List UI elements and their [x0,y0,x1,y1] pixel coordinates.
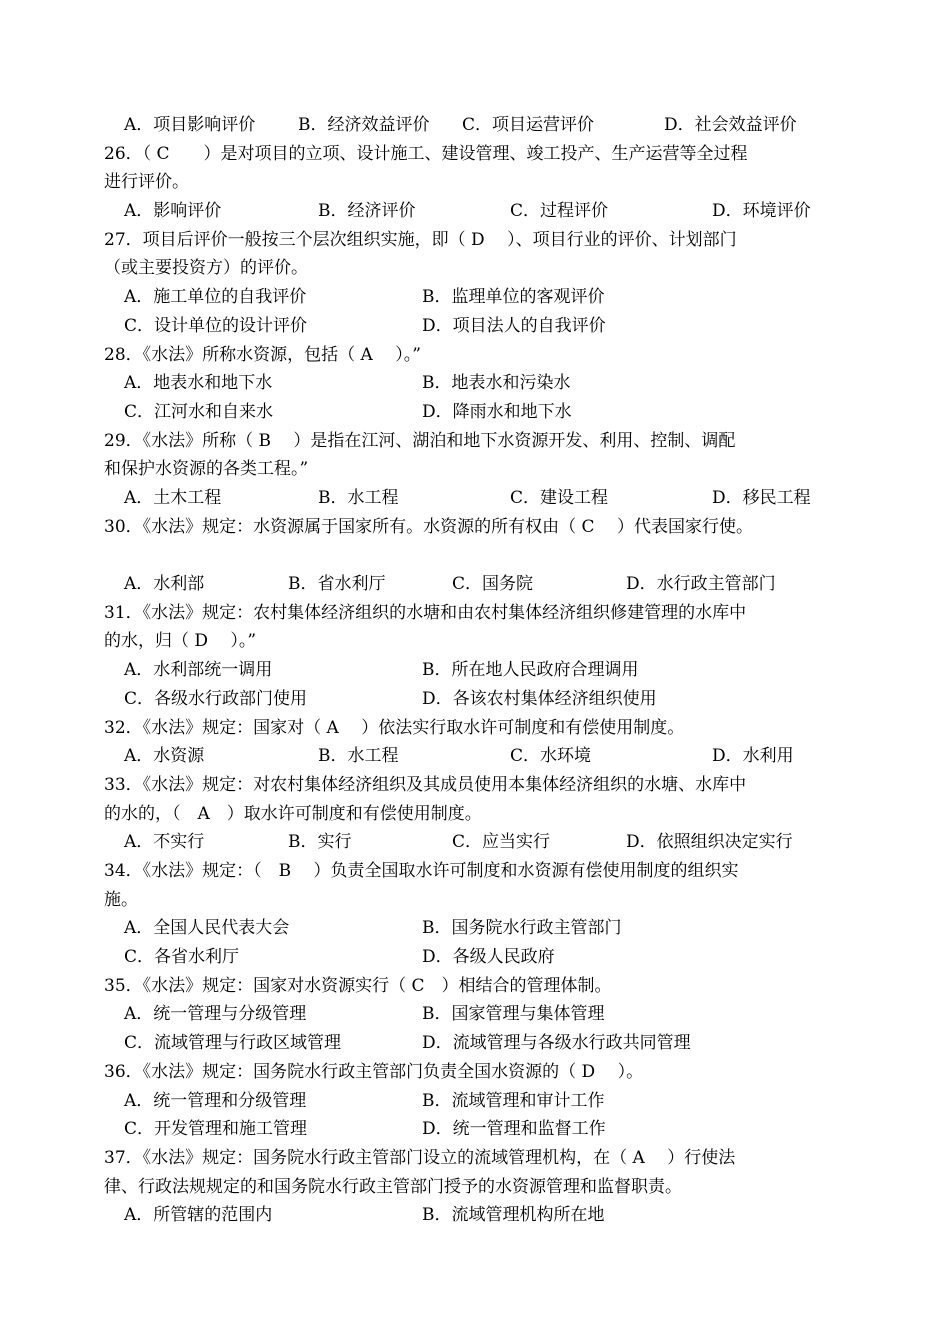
q31-stem-line1: 31．《水法》规定：农村集体经济组织的水塘和由农村集体经济组织修建管理的水库中 [104,603,747,623]
q27-option-b: B．监理单位的客观评价 [422,287,605,307]
q25-option-c: C．项目运营评价 [462,115,595,135]
q29-stem-line1: 29．《水法》所称（ B ）是指在江河、湖泊和地下水资源开发、利用、控制、调配 [104,431,736,451]
q26-option-c: C．过程评价 [510,201,609,221]
q36-option-c: C．开发管理和施工管理 [124,1119,308,1139]
q32-option-c: C．水环境 [510,746,592,766]
q35-stem-line1: 35．《水法》规定：国家对水资源实行（ C ）相结合的管理体制。 [104,976,612,996]
q32-option-a: A．水资源 [124,746,205,766]
q34-option-a: A．全国人民代表大会 [124,918,290,938]
q26-option-d: D．环境评价 [712,201,811,221]
q36-option-d: D．统一管理和监督工作 [422,1119,606,1139]
q26-stem-line1: 26．（ C ）是对项目的立项、设计施工、建设管理、竣工投产、生产运营等全过程 [104,144,748,164]
q31-option-b: B．所在地人民政府合理调用 [422,660,639,680]
q34-option-b: B．国务院水行政主管部门 [422,918,622,938]
q29-option-c: C．建设工程 [510,488,609,508]
q34-option-d: D．各级人民政府 [422,947,555,967]
q30-stem-line1: 30．《水法》规定：水资源属于国家所有。水资源的所有权由（ C ）代表国家行使。 [104,517,753,537]
q32-option-d: D．水利用 [712,746,794,766]
q37-stem-line2: 律、行政法规规定的和国务院水行政主管部门授予的水资源管理和监督职责。 [104,1177,682,1197]
q31-option-d: D．各该农村集体经济组织使用 [422,689,657,709]
q34-option-c: C．各省水利厅 [124,947,240,967]
q25-option-b: B．经济效益评价 [298,115,430,135]
q34-stem-line2: 施。 [104,890,138,910]
q37-option-a: A．所管辖的范围内 [124,1205,273,1225]
q36-option-b: B．流域管理和审计工作 [422,1091,605,1111]
q30-option-c: C．国务院 [452,574,534,594]
q31-option-a: A．水利部统一调用 [124,660,273,680]
q37-option-b: B．流域管理机构所在地 [422,1205,605,1225]
q33-option-a: A．不实行 [124,832,205,852]
q35-option-a: A．统一管理与分级管理 [124,1004,307,1024]
q27-stem-line1: 27．项目后评价一般按三个层次组织实施，即（ D ）、项目行业的评价、计划部门 [104,230,737,250]
q29-option-a: A．土木工程 [124,488,222,508]
q28-stem-line1: 28．《水法》所称水资源，包括（ A ）。” [104,345,421,365]
q29-stem-line2: 和保护水资源的各类工程。” [104,459,309,479]
q33-stem-line2: 的水的，（ A ）取水许可制度和有偿使用制度。 [104,804,482,824]
q31-stem-line2: 的水，归（ D ）。” [104,631,257,651]
q36-option-a: A．统一管理和分级管理 [124,1091,307,1111]
q32-option-b: B．水工程 [318,746,399,766]
q26-option-a: A．影响评价 [124,201,222,221]
q30-option-d: D．水行政主管部门 [626,574,776,594]
q30-option-b: B．省水利厅 [288,574,386,594]
q30-option-a: A．水利部 [124,574,205,594]
q35-option-b: B．国家管理与集体管理 [422,1004,605,1024]
q28-option-a: A．地表水和地下水 [124,373,273,393]
q35-option-c: C．流域管理与行政区域管理 [124,1033,342,1053]
q25-option-d: D．社会效益评价 [664,115,797,135]
q33-option-d: D．依照组织决定实行 [626,832,793,852]
q33-stem-line1: 33．《水法》规定：对农村集体经济组织及其成员使用本集体经济组织的水塘、水库中 [104,775,747,795]
q28-option-d: D．降雨水和地下水 [422,402,572,422]
q37-stem-line1: 37．《水法》规定：国务院水行政主管部门设立的流域管理机构，在（ A ）行使法 [104,1148,736,1168]
q32-stem-line1: 32．《水法》规定：国家对（ A ）依法实行取水许可制度和有偿使用制度。 [104,718,685,738]
q29-option-d: D．移民工程 [712,488,811,508]
q28-option-b: B．地表水和污染水 [422,373,571,393]
q27-option-d: D．项目法人的自我评价 [422,316,606,336]
q27-option-a: A．施工单位的自我评价 [124,287,307,307]
q26-stem-line2: 进行评价。 [104,172,189,192]
q33-option-c: C．应当实行 [452,832,551,852]
q33-option-b: B．实行 [288,832,352,852]
q28-option-c: C．江河水和自来水 [124,402,274,422]
q34-stem-line1: 34．《水法》规定：（ B ）负责全国取水许可制度和水资源有偿使用制度的组织实 [104,861,739,881]
q26-option-b: B．经济评价 [318,201,416,221]
q27-option-c: C．设计单位的设计评价 [124,316,308,336]
q27-stem-line2: （或主要投资方）的评价。 [104,258,308,278]
q36-stem-line1: 36．《水法》规定：国务院水行政主管部门负责全国水资源的（ D ）。 [104,1062,644,1082]
q25-option-a: A．项目影响评价 [124,115,256,135]
q35-option-d: D．流域管理与各级水行政共同管理 [422,1033,691,1053]
q31-option-c: C．各级水行政部门使用 [124,689,308,709]
q29-option-b: B．水工程 [318,488,399,508]
